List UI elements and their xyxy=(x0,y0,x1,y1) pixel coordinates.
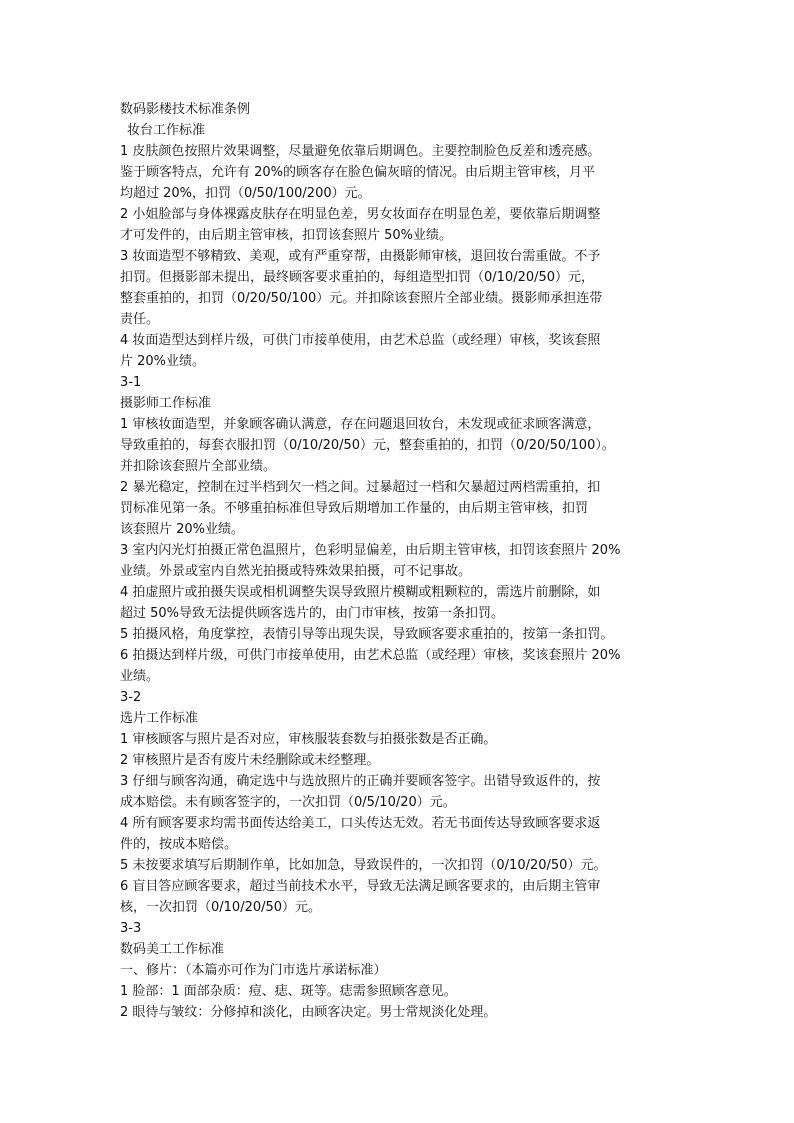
text-line: 3 室内闪光灯拍摄正常色温照片，色彩明显偏差，由后期主管审核，扣罚该套照片 20% xyxy=(120,543,621,558)
text-line: 2 审核照片是否有废片未经删除或未经整理。 xyxy=(120,753,380,768)
text-line: 均超过 20%，扣罚（0/50/100/200）元。 xyxy=(120,186,371,201)
text-line: 核，一次扣罚（0/10/20/50）元。 xyxy=(120,900,322,915)
text-line: 才可发件的，由后期主管审核，扣罚该套照片 50%业绩。 xyxy=(120,228,453,243)
text-line: 片 20%业绩。 xyxy=(120,354,206,369)
text-line: 4 所有顾客要求均需书面传达给美工，口头传达无效。若无书面传达导致顾客要求返 xyxy=(120,816,601,831)
document-title: 数码影楼技术标准条例 xyxy=(120,102,251,117)
text-line: 1 脸部：1 面部杂质：痘、痣、斑等。痣需参照顾客意见。 xyxy=(120,984,457,999)
section-heading-retouch: 数码美工工作标准 xyxy=(120,942,225,957)
text-line: 1 审核顾客与照片是否对应，审核服装套数与拍摄张数是否正确。 xyxy=(120,732,497,747)
text-line: 业绩。 xyxy=(120,669,160,684)
text-line: 6 拍摄达到样片级，可供门市接单使用，由艺术总监（或经理）审核，奖该套照片 20% xyxy=(120,648,621,663)
text-line: 超过 50%导致无法提供顾客选片的，由门市审核，按第一条扣罚。 xyxy=(120,606,505,621)
text-line: 罚标准见第一条。不够重拍标准但导致后期增加工作量的，由后期主管审核，扣罚 xyxy=(120,501,589,516)
text-line: 件的，按成本赔偿。 xyxy=(120,837,238,852)
text-line: 5 拍摄风格，角度掌控，表情引导等出现失误，导致顾客要求重拍的，按第一条扣罚。 xyxy=(120,627,614,642)
text-line: 该套照片 20%业绩。 xyxy=(120,522,245,537)
text-line: 2 小姐脸部与身体裸露皮肤存在明显色差，男女妆面存在明显色差，要依靠后期调整 xyxy=(120,207,601,222)
subsection-heading: 一、修片：（本篇亦可作为门市选片承诺标准） xyxy=(120,963,387,978)
section-number: 3-2 xyxy=(120,690,142,705)
text-line: 5 未按要求填写后期制作单，比如加急，导致误件的，一次扣罚（0/10/20/50）元。 xyxy=(120,858,607,873)
text-line: 业绩。外景或室内自然光拍摄或特殊效果拍摄，可不记事故。 xyxy=(120,564,472,579)
text-line: 并扣除该套照片全部业绩。 xyxy=(120,459,277,474)
section-heading-selection: 选片工作标准 xyxy=(120,711,199,726)
text-line: 2 眼待与皱纹：分修掉和淡化，由顾客决定。男士常规淡化处理。 xyxy=(120,1005,497,1020)
text-line: 1 审核妆面造型，并象顾客确认满意，存在问题退回妆台，未发现或征求顾客满意， xyxy=(120,417,601,432)
text-line: 3 妆面造型不够精致、美观，或有严重穿帮，由摄影师审核，退回妆台需重做。不予 xyxy=(120,249,601,264)
text-line: 3 仔细与顾客沟通，确定选中与选放照片的正确并要顾客签字。出错导致返件的，按 xyxy=(120,774,601,789)
section-heading-makeup: 妆台工作标准 xyxy=(127,123,206,138)
text-line: 责任。 xyxy=(120,312,160,327)
text-line: 4 妆面造型达到样片级，可供门市接单使用，由艺术总监（或经理）审核，奖该套照 xyxy=(120,333,601,348)
text-line: 成本赔偿。未有顾客签字的，一次扣罚（0/5/10/20）元。 xyxy=(120,795,456,810)
text-line: 1 皮肤颜色按照片效果调整，尽量避免依靠后期调色。主要控制脸色反差和透亮感。 xyxy=(120,144,601,159)
text-line: 6 盲目答应顾客要求，超过当前技术水平，导致无法满足顾客要求的，由后期主管审 xyxy=(120,879,601,894)
document-body xyxy=(120,99,680,1023)
text-line: 导致重拍的，每套衣服扣罚（0/10/20/50）元，整套重拍的，扣罚（0/20/50/100）。 xyxy=(120,438,615,453)
text-line: 4 拍虚照片或拍摄失误或相机调整失误导致照片模糊或粗颗粒的，需选片前删除，如 xyxy=(120,585,601,600)
section-heading-photographer: 摄影师工作标准 xyxy=(120,396,212,411)
text-line: 扣罚。但摄影部未提出，最终顾客要求重拍的，每组造型扣罚（0/10/20/50）元， xyxy=(120,270,595,285)
section-number: 3-3 xyxy=(120,921,142,936)
text-line: 2 暴光稳定，控制在过半档到欠一档之间。过暴超过一档和欠暴超过两档需重拍，扣 xyxy=(120,480,601,495)
section-number: 3-1 xyxy=(120,375,142,390)
text-line: 鉴于顾客特点，允许有 20%的顾客存在脸色偏灰暗的情况。由后期主管审核，月平 xyxy=(120,165,596,180)
text-line: 整套重拍的，扣罚（0/20/50/100）元。并扣除该套照片全部业绩。摄影师承担连带 xyxy=(120,291,603,306)
